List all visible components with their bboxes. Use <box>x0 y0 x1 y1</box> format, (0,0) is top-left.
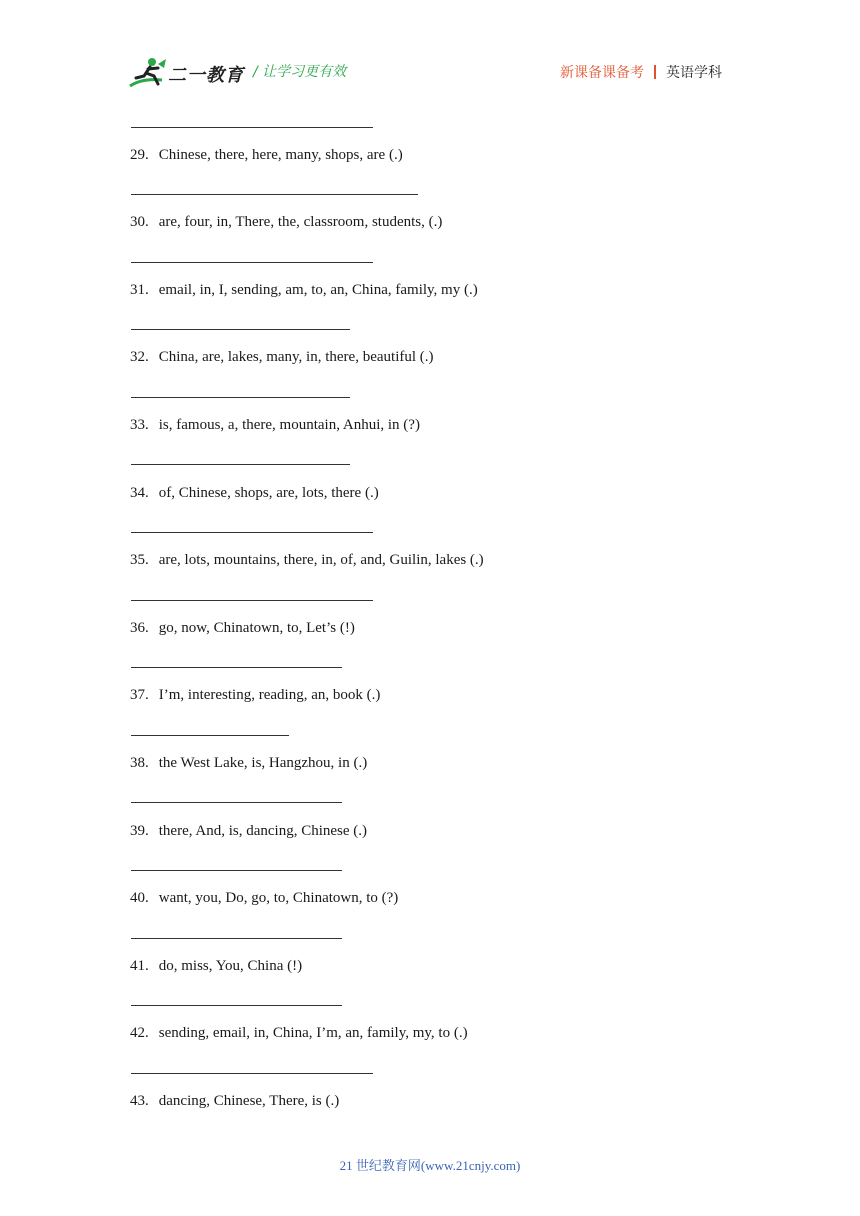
answer-line[interactable] <box>131 127 373 128</box>
question-number: 35. <box>130 552 149 568</box>
question-text: sending, email, in, China, I’m, an, family, my, to (.) <box>158 1025 468 1041</box>
question-number: 40. <box>130 890 149 906</box>
answer-line[interactable] <box>131 329 350 330</box>
question-item <box>130 754 367 772</box>
brand-left-text: 新课备课备考 <box>560 65 644 81</box>
logo-text: 二一教育 <box>168 65 244 86</box>
answer-line[interactable] <box>131 1005 342 1006</box>
question-number: 38. <box>130 755 149 771</box>
question-item <box>130 551 484 569</box>
question-text: Chinese, there, here, many, shops, are (.) <box>158 147 403 163</box>
question-number: 43. <box>130 1093 149 1109</box>
page-header <box>0 0 860 100</box>
question-text: there, And, is, dancing, Chinese (.) <box>158 823 368 839</box>
page-footer: 21 世纪教育网(www.21cnjy.com) <box>339 1158 521 1173</box>
answer-line[interactable] <box>131 735 289 736</box>
question-number: 42. <box>130 1025 149 1041</box>
brand-right-text: 英语学科 <box>666 65 722 81</box>
question-text: is, famous, a, there, mountain, Anhui, in (?) <box>158 417 420 433</box>
question-text: go, now, Chinatown, to, Let’s (!) <box>158 620 355 636</box>
brand-label <box>560 62 722 82</box>
question-text: dancing, Chinese, There, is (.) <box>158 1093 340 1109</box>
question-item <box>130 281 478 299</box>
question-text: do, miss, You, China (!) <box>158 958 303 974</box>
answer-line[interactable] <box>131 397 350 398</box>
question-number: 39. <box>130 823 149 839</box>
answer-line[interactable] <box>131 802 342 803</box>
question-item <box>130 822 367 840</box>
answer-line[interactable] <box>131 464 350 465</box>
question-text: of, Chinese, shops, are, lots, there (.) <box>158 485 379 501</box>
question-number: 41. <box>130 958 149 974</box>
question-item <box>130 484 379 502</box>
question-item <box>130 619 355 637</box>
question-item <box>130 957 302 975</box>
question-number: 29. <box>130 147 149 163</box>
question-number: 34. <box>130 485 149 501</box>
question-number: 33. <box>130 417 149 433</box>
brand-divider <box>654 65 656 79</box>
question-text: email, in, I, sending, am, to, an, China, family, my (.) <box>158 282 478 298</box>
answer-line[interactable] <box>131 600 373 601</box>
question-text: are, lots, mountains, there, in, of, and, Guilin, lakes (.) <box>158 552 484 568</box>
answer-line[interactable] <box>131 194 418 195</box>
question-item <box>130 146 403 164</box>
runner-logo-icon <box>128 56 168 92</box>
answer-line[interactable] <box>131 870 342 871</box>
answer-line[interactable] <box>131 262 373 263</box>
question-item <box>130 686 380 704</box>
answer-line[interactable] <box>131 938 342 939</box>
question-item <box>130 213 442 231</box>
question-text: want, you, Do, go, to, Chinatown, to (?) <box>158 890 399 906</box>
question-text: are, four, in, There, the, classroom, students, (.) <box>158 214 443 230</box>
question-text: China, are, lakes, many, in, there, beautiful (.) <box>158 349 434 365</box>
question-item <box>130 1024 468 1042</box>
answer-line[interactable] <box>131 1073 373 1074</box>
question-number: 32. <box>130 349 149 365</box>
question-item <box>130 416 420 434</box>
question-text: the West Lake, is, Hangzhou, in (.) <box>158 755 368 771</box>
question-number: 31. <box>130 282 149 298</box>
question-item <box>130 1092 339 1110</box>
answer-line[interactable] <box>131 532 373 533</box>
question-number: 37. <box>130 687 149 703</box>
logo <box>128 56 244 92</box>
slogan: / 让学习更有效 <box>253 64 347 80</box>
question-item <box>130 348 434 366</box>
question-number: 30. <box>130 214 149 230</box>
answer-line[interactable] <box>131 667 342 668</box>
question-number: 36. <box>130 620 149 636</box>
question-text: I’m, interesting, reading, an, book (.) <box>158 687 381 703</box>
question-item <box>130 889 398 907</box>
